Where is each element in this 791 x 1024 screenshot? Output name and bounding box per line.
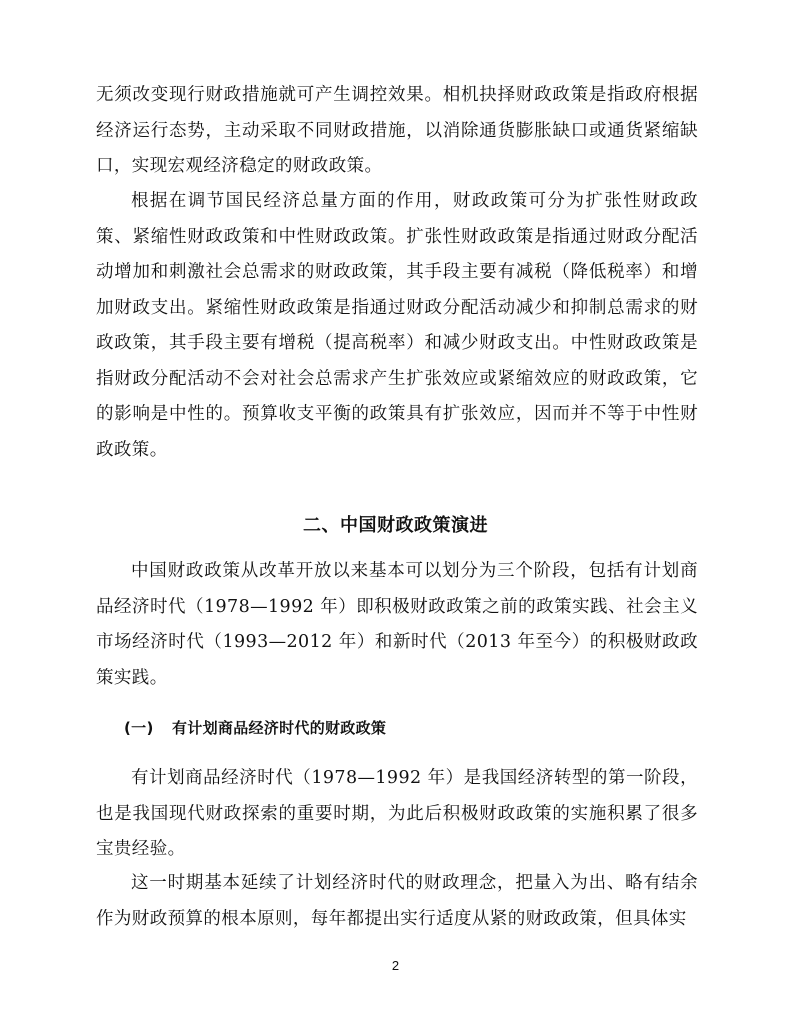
section-heading: 二、中国财政政策演进 [303, 515, 488, 536]
subsection-number: (一) [124, 719, 154, 737]
page-number: 2 [391, 958, 400, 973]
paragraph-continuation-era: 这一时期基本延续了计划经济时代的财政理念，把量入为出、略有结余作为财政预算的根本原则，每年都提出实行适度从紧的财政政策，但具体实 [96, 873, 698, 929]
subsection-title: 有计划商品经济时代的财政政策 [172, 719, 387, 737]
paragraph-classification: 根据在调节国民经济总量方面的作用，财政政策可分为扩张性财政政策、紧缩性财政政策和中性财政政策。扩张性财政政策是指通过财政分配活动增加和刺激社会总需求的财政政策，其手段主要有减税（降低税率）和增加财政支出。紧缩性财政政策是指通过财政分配活动减少和抑制总需求的财政政策，其手段主要有增税（提高税率）和减少财政支出。中性财政政策是指财政分配活动不会对社会总需求产生扩张效应或紧缩效应的财政政策，它的影响是中性的。预算收支平衡的政策具有扩张效应，因而并不等于中性财政政策。 [96, 191, 698, 460]
subsection-heading [124, 717, 386, 738]
paragraph-stages: 中国财政政策从改革开放以来基本可以划分为三个阶段，包括有计划商品经济时代（1978—1992 年）即积极财政政策之前的政策实践、社会主义市场经济时代（1993—2012 年）和新时代（2013 年至今）的积极财政政策实践。 [96, 561, 698, 688]
paragraph-continuation: 无须改变现行财政措施就可产生调控效果。相机抉择财政政策是指政府根据经济运行态势，主动采取不同财政措施，以消除通货膨胀缺口或通货紧缩缺口，实现宏观经济稳定的财政政策。 [96, 85, 698, 176]
paragraph-planned-era: 有计划商品经济时代（1978—1992 年）是我国经济转型的第一阶段，也是我国现代财政探索的重要时期，为此后积极财政政策的实施积累了很多宝贵经验。 [96, 768, 698, 859]
